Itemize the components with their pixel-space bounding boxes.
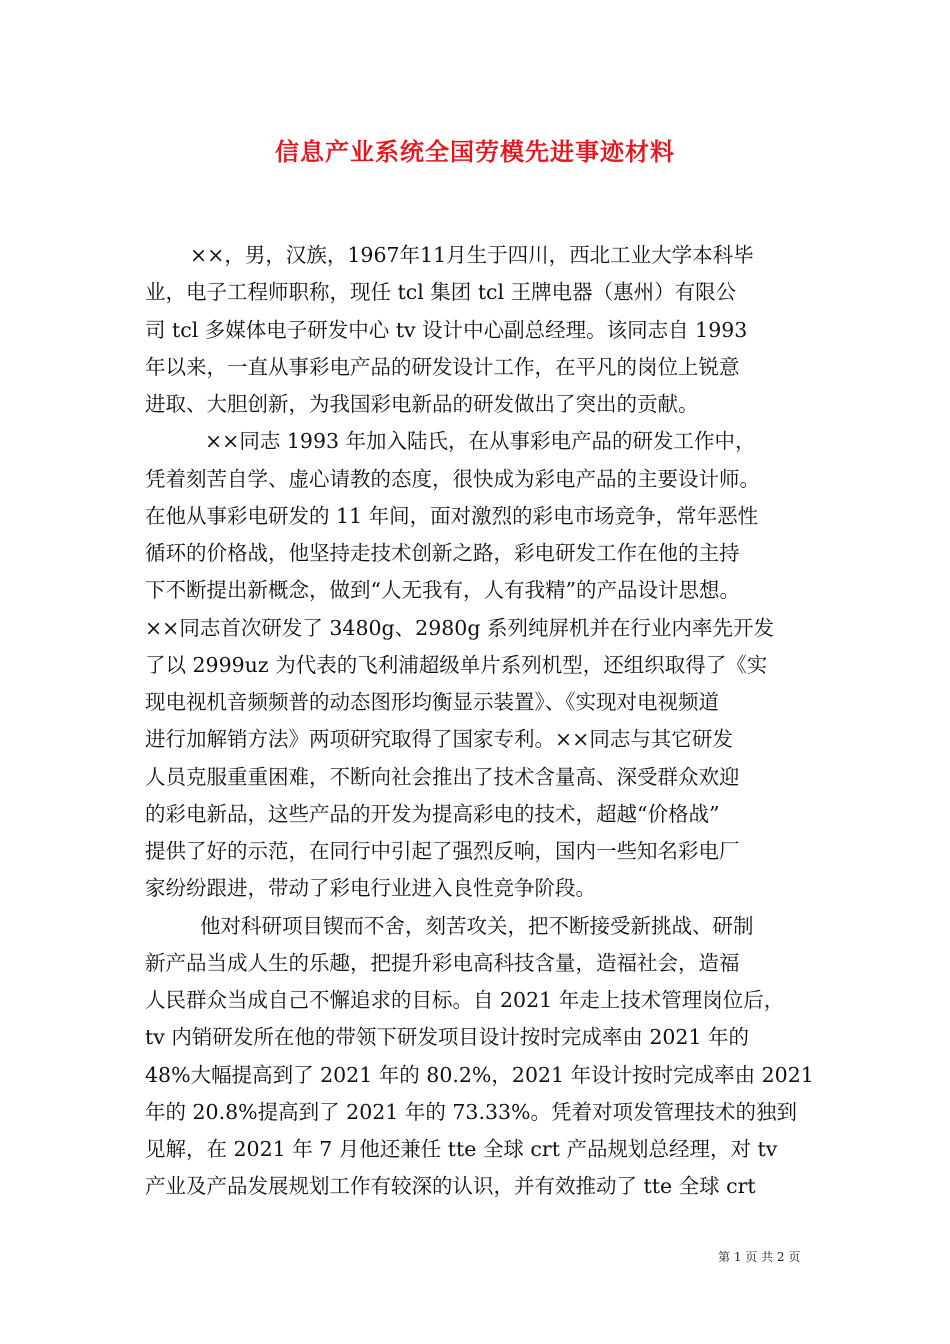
text-line: 现电视机音频频普的动态图形均衡显示装置》、《实现对电视频道	[145, 690, 719, 714]
text-line: 进行加解销方法》两项研究取得了国家专利。××同志与其它研发	[145, 727, 733, 752]
text-line: 他对科研项目锲而不舍，刻苦攻关，把不断接受新挑战、研制	[200, 913, 754, 938]
text-line: 48%大幅提高到了 2021 年的 80.2%，2021 年设计按时完成率由 2021	[145, 1062, 814, 1087]
text-line: 下不断提出新概念，做到“人无我有，人有我精”的产品设计思想。	[145, 578, 740, 603]
text-line: 了以 2999uz 为代表的飞利浦超级单片系列机型，还组织取得了《实	[145, 652, 768, 677]
text-line: 的彩电新品，这些产品的开发为提高彩电的技术，超越“价格战”	[145, 801, 720, 826]
text-line: ××同志首次研发了 3480g、2980g 系列纯屏机并在行业内率先开发	[145, 615, 774, 640]
text-line: 人员克服重重困难，不断向社会推出了技术含量高、深受群众欢迎	[145, 764, 740, 789]
document-body	[145, 237, 815, 1206]
text-line: 人民群众当成自己不懈追求的目标。自 2021 年走上技术管理岗位后，	[145, 988, 785, 1012]
text-line: 循环的价格战，他坚持走技术创新之路，彩电研发工作在他的主持	[145, 541, 740, 565]
text-line: 见解，在 2021 年 7 月他还兼任 tte 全球 crt 产品规划总经理，对 tv	[145, 1137, 778, 1161]
text-line: 司 tcl 多媒体电子研发中心 tv 设计中心副总经理。该同志自 1993	[145, 317, 748, 342]
text-line: ××，男，汉族，1967年11月生于四川，西北工业大学本科毕	[190, 243, 754, 267]
text-line: 在他从事彩电研发的 11 年间，面对激烈的彩电市场竞争，常年恶性	[145, 503, 759, 528]
text-line: 家纷纷跟进，带动了彩电行业进入良性竞争阶段。	[145, 876, 596, 901]
text-line: 年的 20.8%提高到了 2021 年的 73.33%。凭着对项发管理技术的独到	[145, 1099, 798, 1124]
text-line: 凭着刻苦自学、虚心请教的态度，很快成为彩电产品的主要设计师。	[145, 466, 760, 491]
text-line: tv 内销研发所在他的带领下研发项目设计按时完成率由 2021 年的	[145, 1025, 750, 1050]
text-line: 新产品当成人生的乐趣，把提升彩电高科技含量，造福社会，造福	[145, 950, 740, 975]
text-line: 进取、大胆创新，为我国彩电新品的研发做出了突出的贡献。	[145, 392, 699, 416]
text-line: 年以来，一直从事彩电产品的研发设计工作，在平凡的岗位上锐意	[145, 354, 740, 379]
document-title: 信息产业系统全国劳模先进事迹材料	[275, 137, 675, 166]
text-line: 产业及产品发展规划工作有较深的认识，并有效推动了 tte 全球 crt	[145, 1174, 756, 1199]
text-line: ××同志 1993 年加入陆氏，在从事彩电产品的研发工作中，	[205, 429, 756, 454]
page-footer: 第 1 页 共 2 页	[718, 1250, 801, 1264]
text-line: 业，电子工程师职称，现任 tcl 集团 tcl 王牌电器（惠州）有限公	[145, 280, 737, 305]
text-line: 提供了好的示范，在同行中引起了强烈反响，国内一些知名彩电厂	[145, 839, 740, 863]
